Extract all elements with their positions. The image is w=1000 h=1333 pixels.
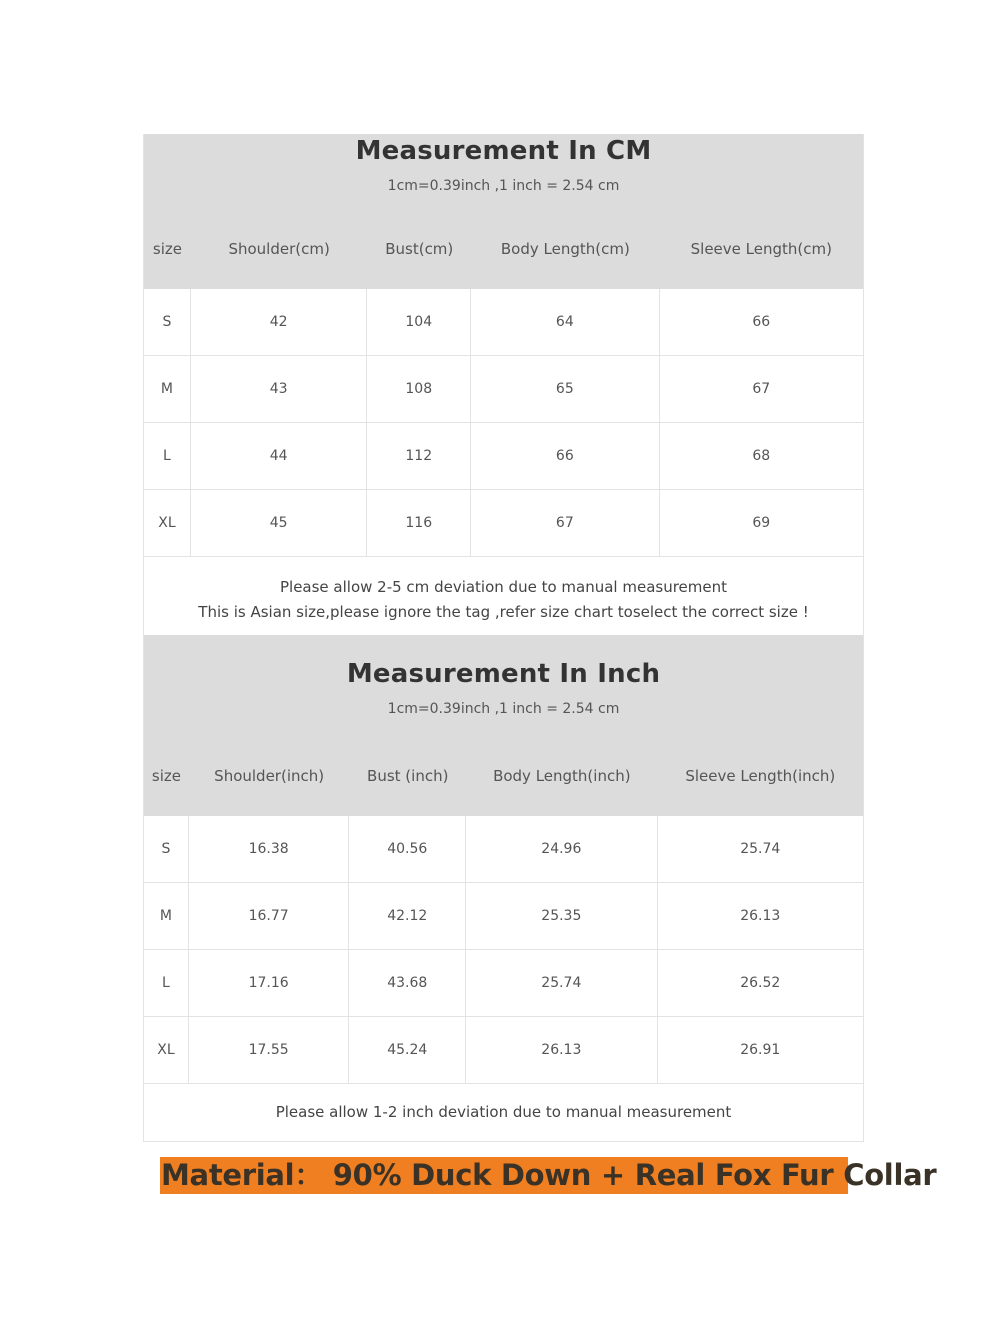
- table-header-row: [144, 240, 863, 258]
- cell-size: XL: [144, 490, 191, 556]
- chart-title: Measurement In CM: [355, 136, 652, 166]
- header-size: size: [152, 240, 182, 258]
- cell-sleeve-length: 26.91: [740, 1042, 781, 1058]
- cell-sleeve-length: 66: [752, 314, 771, 330]
- cell-body-length: 25.74: [466, 950, 657, 1016]
- table-row: [144, 883, 863, 950]
- header-size: size: [151, 767, 181, 785]
- cell-size: S: [144, 816, 189, 882]
- cell-bust: 40.56: [349, 816, 466, 882]
- cell-shoulder: 45: [191, 490, 368, 556]
- header-sleeve-length: Sleeve Length(cm): [690, 240, 832, 258]
- cell-bust: 108: [367, 356, 471, 422]
- cell-bust: 116: [367, 490, 471, 556]
- cell-shoulder: 17.16: [189, 950, 350, 1016]
- chart-subtitle: 1cm=0.39inch ,1 inch = 2.54 cm: [387, 178, 620, 194]
- cell-shoulder: 42: [191, 289, 368, 355]
- cell-sleeve-length: 25.74: [740, 841, 781, 857]
- cell-bust: 104: [367, 289, 471, 355]
- cell-size: L: [144, 423, 191, 489]
- table-row: [144, 1017, 863, 1084]
- cell-body-length: 67: [471, 490, 659, 556]
- cell-bust: 43.68: [349, 950, 466, 1016]
- header-shoulder: Shoulder(inch): [214, 767, 325, 785]
- deviation-note: [144, 1084, 863, 1142]
- table-row: [144, 356, 863, 423]
- size-chart-inch: [143, 635, 864, 1142]
- table-row: [144, 423, 863, 490]
- deviation-note: [144, 557, 863, 639]
- note-line-deviation: Please allow 1-2 inch deviation due to manual measurement: [275, 1103, 732, 1121]
- header-bust: Bust (inch): [367, 767, 449, 785]
- cell-shoulder: 16.77: [189, 883, 350, 949]
- cell-size: M: [144, 883, 189, 949]
- chart-subtitle: 1cm=0.39inch ,1 inch = 2.54 cm: [387, 701, 620, 717]
- cell-body-length: 24.96: [466, 816, 657, 882]
- table-row: [144, 490, 863, 557]
- cell-size: S: [144, 289, 191, 355]
- cell-size: M: [144, 356, 191, 422]
- chart-header: [144, 134, 863, 289]
- cell-sleeve-length: 26.52: [740, 975, 781, 991]
- size-chart-cm: [143, 134, 864, 639]
- note-line-asian-size: This is Asian size,please ignore the tag ,refer size chart toselect the correct size !: [198, 603, 809, 621]
- chart-title: Measurement In Inch: [346, 659, 661, 689]
- cell-body-length: 66: [471, 423, 659, 489]
- table-row: [144, 289, 863, 356]
- cell-size: L: [144, 950, 189, 1016]
- cell-bust: 42.12: [349, 883, 466, 949]
- cell-sleeve-length: 69: [752, 515, 771, 531]
- header-shoulder: Shoulder(cm): [228, 240, 330, 258]
- header-body-length: Body Length(inch): [493, 767, 631, 785]
- cell-body-length: 25.35: [466, 883, 657, 949]
- cell-body-length: 64: [471, 289, 659, 355]
- cell-shoulder: 17.55: [189, 1017, 350, 1083]
- cell-sleeve-length: 26.13: [740, 908, 781, 924]
- cell-body-length: 65: [471, 356, 659, 422]
- cell-bust: 45.24: [349, 1017, 466, 1083]
- cell-sleeve-length: 67: [752, 381, 771, 397]
- cell-shoulder: 16.38: [189, 816, 350, 882]
- table-header-row: [144, 767, 863, 785]
- cell-size: XL: [144, 1017, 189, 1083]
- cell-sleeve-length: 68: [752, 448, 771, 464]
- cell-bust: 112: [367, 423, 471, 489]
- table-row: [144, 950, 863, 1017]
- header-bust: Bust(cm): [385, 240, 454, 258]
- chart-header: [144, 635, 863, 816]
- header-body-length: Body Length(cm): [500, 240, 630, 258]
- cell-shoulder: 43: [191, 356, 368, 422]
- material-banner: Material： 90% Duck Down + Real Fox Fur Collar: [161, 1158, 937, 1192]
- header-sleeve-length: Sleeve Length(inch): [685, 767, 836, 785]
- cell-shoulder: 44: [191, 423, 368, 489]
- table-row: [144, 816, 863, 883]
- note-line-deviation: Please allow 2-5 cm deviation due to manual measurement: [279, 578, 727, 596]
- cell-body-length: 26.13: [466, 1017, 657, 1083]
